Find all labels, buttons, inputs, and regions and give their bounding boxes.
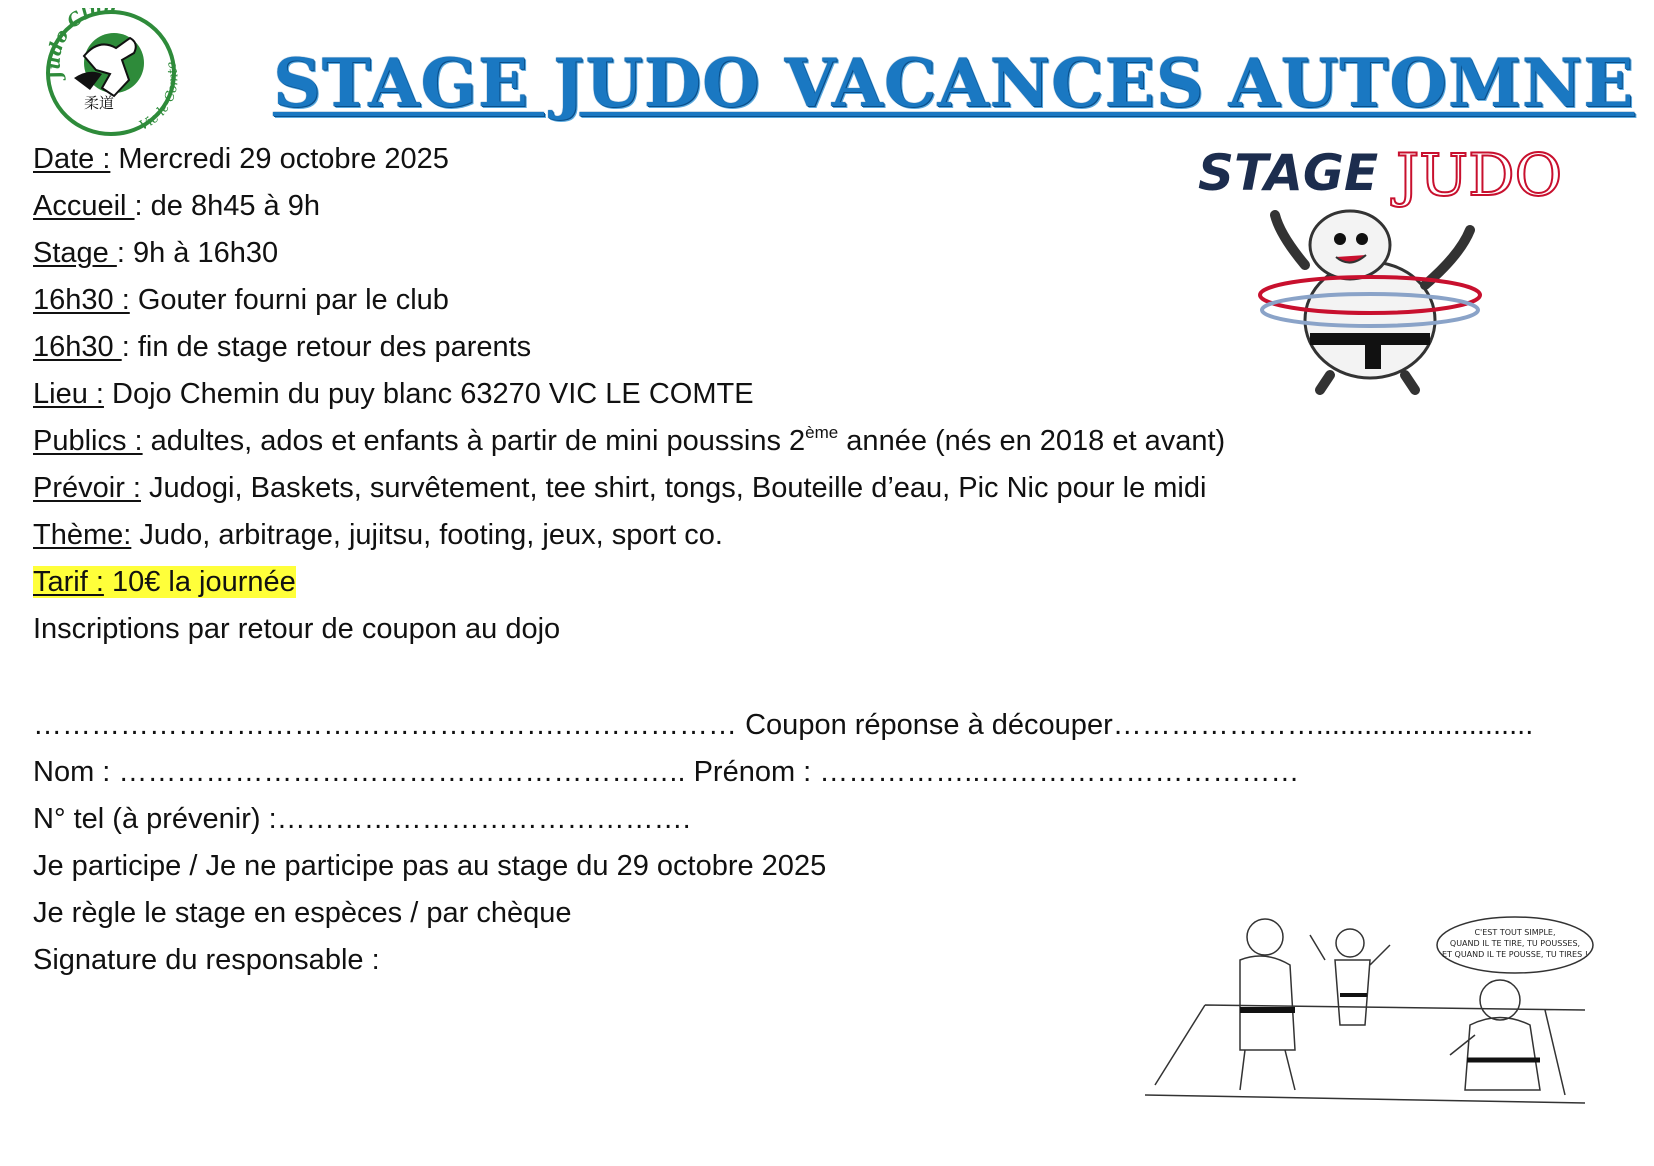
coupon-paiement: Je règle le stage en espèces / par chèque xyxy=(33,897,572,929)
svg-text:ET QUAND IL TE POUSSE, TU TIRE: ET QUAND IL TE POUSSE, TU TIRES ! xyxy=(1442,950,1588,959)
page-title: STAGE JUDO VACANCES AUTOMNE xyxy=(273,44,1635,122)
judo-word: JUDO xyxy=(1396,141,1563,209)
club-logo xyxy=(44,8,184,140)
info-accueil: Accueil : de 8h45 à 9h xyxy=(33,190,320,222)
logo-club-name: Judo Clu xyxy=(44,8,105,82)
stage-judo-illustration xyxy=(1190,135,1590,395)
info-date: Date : Mercredi 29 octobre 2025 xyxy=(33,143,449,175)
info-gouter: 16h30 : Gouter fourni par le club xyxy=(33,284,449,316)
info-stage: Stage : 9h à 16h30 xyxy=(33,237,279,269)
stage-word: STAGE xyxy=(1198,144,1379,202)
logo-city: Vic-le-Comte xyxy=(137,59,182,134)
info-tarif: Tarif : 10€ la journée xyxy=(33,566,296,598)
info-prevoir: Prévoir : Judogi, Baskets, survêtement, tee shirt, tongs, Bouteille d’eau, Pic Nic pour le midi xyxy=(33,472,1207,504)
coupon-header: ……………………………………………….……………… Coupon réponse à découper…………………........................... xyxy=(33,709,1534,741)
coupon-telephone: N° tel (à prévenir) :……………………………………. xyxy=(33,803,691,835)
info-inscriptions: Inscriptions par retour de coupon au dojo xyxy=(33,613,561,645)
svg-text:QUAND IL TE TIRE, TU POUSSES,: QUAND IL TE TIRE, TU POUSSES, xyxy=(1449,939,1581,948)
svg-text:C'EST TOUT SIMPLE,: C'EST TOUT SIMPLE, xyxy=(1474,928,1556,937)
mascot-icon xyxy=(1260,211,1480,390)
logo-kanji: 柔道 xyxy=(84,94,115,112)
info-fin: 16h30 : fin de stage retour des parents xyxy=(33,331,532,363)
info-theme: Thème: Judo, arbitrage, jujitsu, footing, jeux, sport co. xyxy=(33,519,723,551)
speech-bubble xyxy=(1437,917,1593,973)
judo-cartoon-illustration xyxy=(1145,915,1595,1115)
coupon-signature: Signature du responsable : xyxy=(33,944,380,976)
coupon-participation: Je participe / Je ne participe pas au stage du 29 octobre 2025 xyxy=(33,850,827,882)
info-publics: Publics : adultes, ados et enfants à partir de mini poussins 2ème année (nés en 2018 et avant) xyxy=(33,423,1226,457)
info-lieu: Lieu : Dojo Chemin du puy blanc 63270 VIC LE COMTE xyxy=(33,378,754,410)
coupon-nom-prenom: Nom : ………………………………………………….. Prénom : ……………..…………………………… xyxy=(33,756,1300,788)
info-list xyxy=(33,136,1283,653)
